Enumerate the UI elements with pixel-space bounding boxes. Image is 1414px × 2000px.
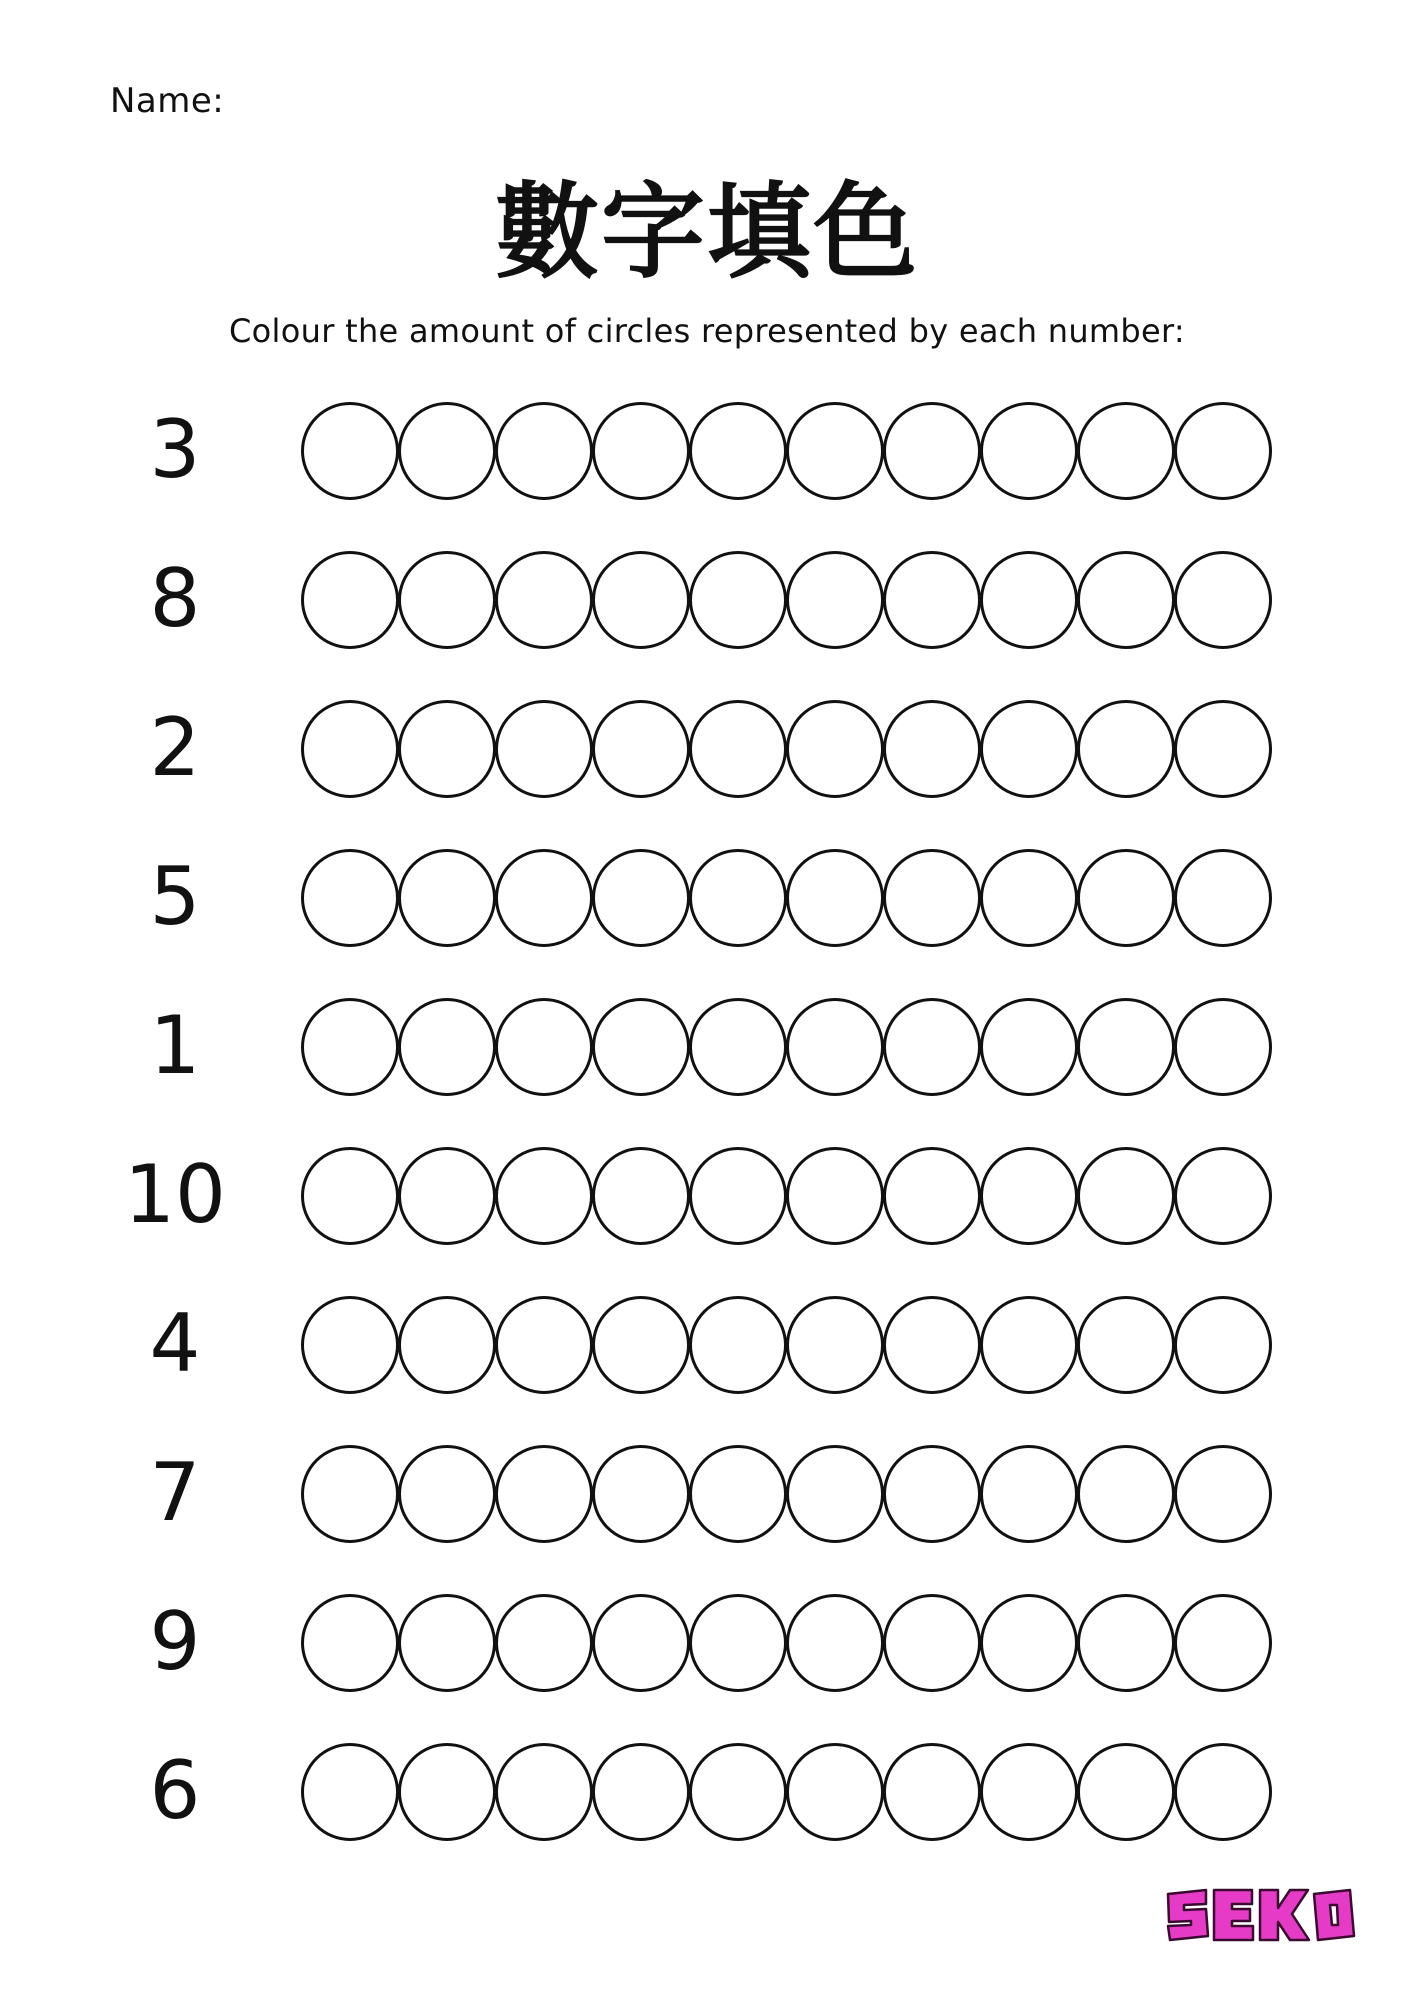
circle-group <box>301 698 1281 798</box>
colouring-circle[interactable] <box>883 551 981 649</box>
colouring-circle[interactable] <box>883 402 981 500</box>
row-number: 2 <box>149 701 201 794</box>
colouring-circle[interactable] <box>786 1743 884 1841</box>
page-title: 數字填色 <box>494 171 919 293</box>
circle-group <box>301 1145 1281 1245</box>
worksheet-row <box>0 549 1414 649</box>
worksheet-row <box>0 847 1414 947</box>
row-number: 7 <box>149 1446 201 1539</box>
colouring-circle[interactable] <box>398 551 496 649</box>
colouring-circle[interactable] <box>1174 1743 1272 1841</box>
name-label: Name: <box>110 81 225 121</box>
colouring-circle[interactable] <box>1174 551 1272 649</box>
colouring-circle[interactable] <box>980 1743 1078 1841</box>
colouring-circle[interactable] <box>592 551 690 649</box>
colouring-circle[interactable] <box>689 1445 787 1543</box>
colouring-circle[interactable] <box>980 1147 1078 1245</box>
circle-group <box>301 400 1281 500</box>
colouring-circle[interactable] <box>495 1445 593 1543</box>
colouring-circle[interactable] <box>689 1147 787 1245</box>
row-number: 6 <box>149 1744 201 1837</box>
colouring-circle[interactable] <box>1077 551 1175 649</box>
circle-group <box>301 996 1281 1096</box>
colouring-circle[interactable] <box>398 1445 496 1543</box>
colouring-circle[interactable] <box>301 700 399 798</box>
colouring-circle[interactable] <box>689 1594 787 1692</box>
seko-logo <box>1160 1880 1360 1950</box>
colouring-circle[interactable] <box>883 1445 981 1543</box>
colouring-circle[interactable] <box>398 402 496 500</box>
colouring-circle[interactable] <box>1174 849 1272 947</box>
row-number: 9 <box>149 1595 201 1688</box>
colouring-circle[interactable] <box>1077 1147 1175 1245</box>
colouring-circle[interactable] <box>786 998 884 1096</box>
colouring-circle[interactable] <box>495 700 593 798</box>
row-number: 4 <box>149 1297 201 1390</box>
colouring-circle[interactable] <box>398 998 496 1096</box>
circle-group <box>301 1592 1281 1692</box>
worksheet-row <box>0 1294 1414 1394</box>
colouring-circle[interactable] <box>1174 1594 1272 1692</box>
colouring-circle[interactable] <box>689 1296 787 1394</box>
colouring-circle[interactable] <box>495 998 593 1096</box>
colouring-circle[interactable] <box>592 849 690 947</box>
colouring-circle[interactable] <box>1077 1445 1175 1543</box>
colouring-circle[interactable] <box>1174 1296 1272 1394</box>
colouring-circle[interactable] <box>980 402 1078 500</box>
colouring-circle[interactable] <box>398 700 496 798</box>
colouring-circle[interactable] <box>980 551 1078 649</box>
colouring-circle[interactable] <box>592 700 690 798</box>
colouring-circle[interactable] <box>980 1296 1078 1394</box>
colouring-circle[interactable] <box>301 1594 399 1692</box>
colouring-circle[interactable] <box>301 849 399 947</box>
colouring-circle[interactable] <box>689 849 787 947</box>
colouring-circle[interactable] <box>495 551 593 649</box>
colouring-circle[interactable] <box>592 1445 690 1543</box>
colouring-circle[interactable] <box>495 1147 593 1245</box>
colouring-circle[interactable] <box>1174 700 1272 798</box>
colouring-circle[interactable] <box>301 551 399 649</box>
colouring-circle[interactable] <box>786 551 884 649</box>
row-number: 5 <box>149 850 201 943</box>
row-number: 8 <box>149 552 201 645</box>
colouring-circle[interactable] <box>495 402 593 500</box>
colouring-circle[interactable] <box>786 849 884 947</box>
colouring-circle[interactable] <box>495 1594 593 1692</box>
colouring-circle[interactable] <box>786 700 884 798</box>
colouring-circle[interactable] <box>786 402 884 500</box>
colouring-circle[interactable] <box>398 1147 496 1245</box>
circle-group <box>301 1294 1281 1394</box>
colouring-circle[interactable] <box>495 1296 593 1394</box>
colouring-circle[interactable] <box>883 1296 981 1394</box>
worksheet-row <box>0 1741 1414 1841</box>
colouring-circle[interactable] <box>1174 1147 1272 1245</box>
colouring-circle[interactable] <box>495 849 593 947</box>
worksheet-row <box>0 400 1414 500</box>
circle-group <box>301 847 1281 947</box>
colouring-circle[interactable] <box>980 1594 1078 1692</box>
colouring-circle[interactable] <box>592 402 690 500</box>
colouring-circle[interactable] <box>689 402 787 500</box>
colouring-circle[interactable] <box>1077 1296 1175 1394</box>
worksheet-row <box>0 996 1414 1096</box>
colouring-circle[interactable] <box>301 1147 399 1245</box>
colouring-circle[interactable] <box>689 700 787 798</box>
colouring-circle[interactable] <box>883 700 981 798</box>
colouring-circle[interactable] <box>301 1296 399 1394</box>
colouring-circle[interactable] <box>495 1743 593 1841</box>
colouring-circle[interactable] <box>786 1594 884 1692</box>
worksheet-row <box>0 1443 1414 1543</box>
colouring-circle[interactable] <box>980 998 1078 1096</box>
colouring-circle[interactable] <box>592 1147 690 1245</box>
colouring-circle[interactable] <box>883 849 981 947</box>
worksheet-row <box>0 1145 1414 1245</box>
colouring-circle[interactable] <box>592 998 690 1096</box>
colouring-circle[interactable] <box>786 1147 884 1245</box>
colouring-circle[interactable] <box>592 1743 690 1841</box>
colouring-circle[interactable] <box>786 1296 884 1394</box>
colouring-circle[interactable] <box>1077 849 1175 947</box>
colouring-circle[interactable] <box>301 998 399 1096</box>
colouring-circle[interactable] <box>1077 998 1175 1096</box>
row-number: 10 <box>124 1148 226 1241</box>
colouring-circle[interactable] <box>1174 402 1272 500</box>
logo-glyphs <box>1168 1890 1354 1940</box>
circle-group <box>301 1741 1281 1841</box>
colouring-circle[interactable] <box>980 849 1078 947</box>
row-number: 3 <box>149 403 201 496</box>
colouring-circle[interactable] <box>980 700 1078 798</box>
colouring-circle[interactable] <box>883 1594 981 1692</box>
colouring-circle[interactable] <box>980 1445 1078 1543</box>
colouring-circle[interactable] <box>883 1147 981 1245</box>
colouring-circle[interactable] <box>301 1445 399 1543</box>
colouring-circle[interactable] <box>1077 402 1175 500</box>
colouring-circle[interactable] <box>398 1594 496 1692</box>
row-number: 1 <box>149 999 201 1092</box>
colouring-circle[interactable] <box>398 849 496 947</box>
colouring-circle[interactable] <box>301 402 399 500</box>
colouring-circle[interactable] <box>883 998 981 1096</box>
colouring-circle[interactable] <box>1174 998 1272 1096</box>
colouring-circle[interactable] <box>883 1743 981 1841</box>
colouring-circle[interactable] <box>1077 1594 1175 1692</box>
colouring-circle[interactable] <box>689 1743 787 1841</box>
circle-group <box>301 549 1281 649</box>
instruction-text: Colour the amount of circles represented by each number: <box>229 312 1185 350</box>
colouring-circle[interactable] <box>398 1296 496 1394</box>
colouring-circle[interactable] <box>1077 1743 1175 1841</box>
colouring-circle[interactable] <box>1174 1445 1272 1543</box>
colouring-circle[interactable] <box>592 1296 690 1394</box>
colouring-circle[interactable] <box>592 1594 690 1692</box>
colouring-circle[interactable] <box>301 1743 399 1841</box>
circle-group <box>301 1443 1281 1543</box>
worksheet-row <box>0 698 1414 798</box>
colouring-circle[interactable] <box>398 1743 496 1841</box>
colouring-circle[interactable] <box>1077 700 1175 798</box>
colouring-circle[interactable] <box>689 998 787 1096</box>
colouring-circle[interactable] <box>786 1445 884 1543</box>
worksheet-row <box>0 1592 1414 1692</box>
colouring-circle[interactable] <box>689 551 787 649</box>
